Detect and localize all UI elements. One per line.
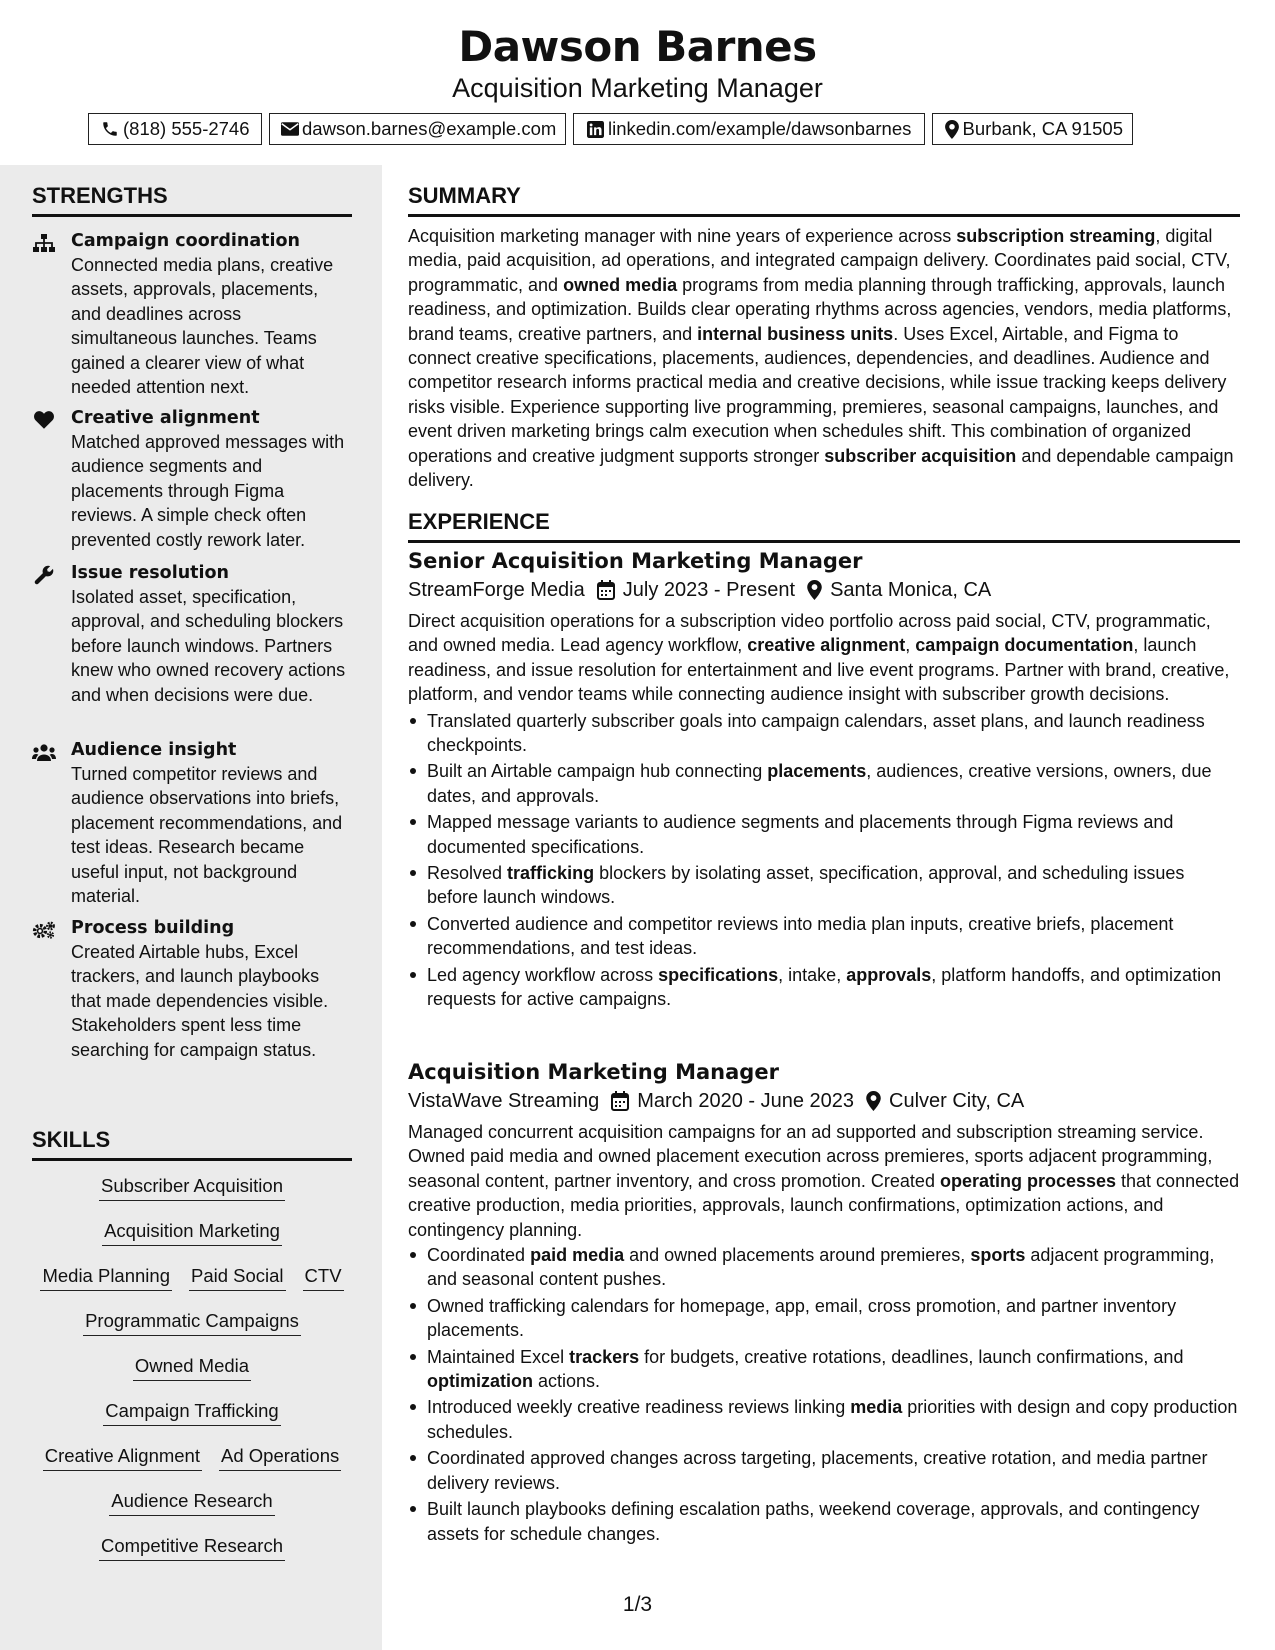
linkedin-icon	[585, 119, 605, 139]
job-title: Senior Acquisition Marketing Manager	[408, 549, 863, 573]
skills-row	[32, 1353, 352, 1381]
skill-tag: Creative Alignment	[43, 1443, 202, 1471]
strengths-section-header	[32, 183, 352, 217]
job-title: Acquisition Marketing Manager	[408, 1060, 779, 1084]
job-bullet: Built launch playbooks defining escalation paths, weekend coverage, approvals, and contingency assets for schedule changes.	[408, 1497, 1240, 1546]
strength-description: Created Airtable hubs, Excel trackers, and launch playbooks that made dependencies visible. Stakeholders spent less time searching for campaign status.	[71, 942, 329, 1060]
skills-section-header	[32, 1127, 352, 1161]
map-pin-icon	[944, 119, 960, 139]
skill-tag: Audience Research	[109, 1488, 274, 1516]
skill-tag: Subscriber Acquisition	[99, 1173, 285, 1201]
skills-row	[32, 1218, 352, 1246]
wrench-icon	[32, 565, 56, 585]
contact-bar	[88, 113, 1133, 145]
resume-header	[0, 0, 1275, 158]
strength-item	[32, 916, 352, 1062]
map-pin-icon	[866, 1091, 881, 1111]
job-bullet: Maintained Excel trackers for budgets, creative rotations, deadlines, launch confirmations, and optimization actions.	[408, 1345, 1240, 1394]
job-location: Culver City, CA	[889, 1089, 1025, 1112]
strength-item	[32, 406, 352, 552]
phone-icon	[100, 119, 120, 139]
strength-title: Campaign coordination	[71, 231, 300, 251]
skill-tag: Competitive Research	[99, 1533, 285, 1561]
strength-item	[32, 738, 352, 908]
job-meta	[408, 576, 1240, 604]
strength-description: Matched approved messages with audience segments and placements through Figma reviews. A simple check often prevented costly rework later.	[71, 432, 345, 550]
job-bullet: Converted audience and competitor reviews into media plan inputs, creative briefs, placement recommendations, and test ideas.	[408, 912, 1240, 961]
skill-tag: Media Planning	[40, 1263, 172, 1291]
job-bullets	[408, 1243, 1240, 1546]
strengths-heading: STRENGTHS	[32, 183, 168, 208]
job-bullet: Mapped message variants to audience segments and placements through Figma reviews and documented specifications.	[408, 810, 1240, 859]
skills-heading: SKILLS	[32, 1127, 111, 1152]
contact-location-text: Burbank, CA 91505	[962, 118, 1123, 139]
skills-rule	[32, 1158, 352, 1161]
contact-phone[interactable]	[88, 113, 262, 145]
skill-tag: Programmatic Campaigns	[83, 1308, 301, 1336]
heart-icon	[32, 410, 56, 430]
summary-text: Acquisition marketing manager with nine years of experience across subscription streaming, digital media, paid acquisition, ad operations, and integrated campaign delivery. Coordinates paid social, CTV, programmatic, and owned media programs from media planning through trafficking, approvals, launch readiness, and optimization. Builds clear operating rhythms across agencies, vendors, media platforms, brand teams, creative partners, and internal business units. Uses Excel, Airtable, and Figma to connect creative specifications, placements, audiences, dependencies, and deadlines. Audience and competitor research informs practical media and creative decisions, while issue tracking keeps delivery risks visible. Experience supporting live programming, premieres, seasonal campaigns, launches, and event driven marketing brings calm execution when schedules shift. This combination of organized operations and creative judgment supports stronger subscriber acquisition and dependable campaign delivery.	[408, 226, 1234, 491]
envelope-icon	[281, 119, 299, 139]
strength-title: Audience insight	[71, 740, 237, 760]
users-icon	[32, 742, 56, 762]
skills-row	[32, 1488, 352, 1516]
page-number: 1/3	[622, 1593, 653, 1616]
skills-row	[32, 1173, 352, 1201]
gears-icon	[32, 920, 56, 940]
job-bullet: Coordinated paid media and owned placements around premieres, sports adjacent programming, and seasonal content pushes.	[408, 1243, 1240, 1292]
job-bullet: Built an Airtable campaign hub connecting placements, audiences, creative versions, owners, due dates, and approvals.	[408, 759, 1240, 808]
skill-tag: Paid Social	[189, 1263, 286, 1291]
strength-title: Issue resolution	[71, 563, 230, 583]
experience-section	[408, 509, 1240, 543]
job-intro: Direct acquisition operations for a subscription video portfolio across paid social, CTV, programmatic, and owned media. Lead agency workflow, creative alignment, campaign documentation, launch readiness, and issue resolution for entertainment and live event programs. Partner with brand, creative, platform, and vendor teams while connecting audience insight with subscriber growth decisions.	[408, 611, 1230, 705]
strength-item	[32, 229, 352, 399]
calendar-icon	[597, 580, 615, 600]
candidate-role: Acquisition Marketing Manager	[452, 73, 823, 103]
job-bullets	[408, 709, 1240, 1012]
job-bullet: Introduced weekly creative readiness reviews linking media priorities with design and copy production schedules.	[408, 1395, 1240, 1444]
job-dates: March 2020 - June 2023	[637, 1089, 855, 1112]
contact-email-text: dawson.barnes@example.com	[302, 118, 557, 139]
skills-row	[32, 1533, 352, 1561]
experience-heading: EXPERIENCE	[408, 509, 550, 534]
strength-description: Isolated asset, specification, approval, and scheduling blockers before launch windows. Partners knew who owned recovery actions and when decisions were due.	[71, 587, 346, 705]
contact-linkedin[interactable]	[573, 113, 925, 145]
job-intro: Managed concurrent acquisition campaigns for an ad supported and subscription streaming service. Owned paid media and owned placement execution across premieres, sports adjacent programming, seasonal content, partner inventory, and cross promotion. Created operating processes that connected creative production, media priorities, approvals, launch confirmations, optimization actions, and contingency planning.	[408, 1122, 1240, 1240]
job-meta	[408, 1087, 1240, 1115]
job-bullet: Resolved trafficking blockers by isolating asset, specification, approval, and scheduling issues before launch windows.	[408, 861, 1240, 910]
contact-linkedin-text: linkedin.com/example/dawsonbarnes	[608, 118, 912, 139]
sitemap-icon	[32, 233, 56, 253]
strength-description: Connected media plans, creative assets, approvals, placements, and deadlines across simultaneous launches. Teams gained a clearer view of what needed attention next.	[71, 255, 334, 398]
job-company: VistaWave Streaming	[408, 1089, 600, 1112]
skill-tag: CTV	[303, 1263, 344, 1291]
strength-title: Creative alignment	[71, 408, 260, 428]
job-dates: July 2023 - Present	[622, 578, 796, 601]
summary-rule	[408, 214, 1240, 217]
strength-title: Process building	[71, 918, 235, 938]
strength-item	[32, 561, 352, 707]
skills-row	[32, 1443, 352, 1471]
strength-description: Turned competitor reviews and audience observations into briefs, placement recommendations, and test ideas. Research became useful input, not background material.	[71, 764, 343, 907]
summary-heading: SUMMARY	[408, 183, 521, 208]
job-company: StreamForge Media	[408, 578, 585, 601]
skill-tag: Campaign Trafficking	[103, 1398, 280, 1426]
summary-section	[408, 183, 1240, 492]
skill-tag: Owned Media	[133, 1353, 251, 1381]
job-bullet: Coordinated approved changes across targeting, placements, creative rotation, and media partner delivery reviews.	[408, 1446, 1240, 1495]
job-bullet: Translated quarterly subscriber goals into campaign calendars, asset plans, and launch readiness checkpoints.	[408, 709, 1240, 758]
job-bullet: Led agency workflow across specifications, intake, approvals, platform handoffs, and optimization requests for active campaigns.	[408, 963, 1240, 1012]
job-bullet: Owned trafficking calendars for homepage, app, email, cross promotion, and partner inventory placements.	[408, 1294, 1240, 1343]
candidate-name: Dawson Barnes	[458, 22, 817, 71]
map-pin-icon	[807, 580, 822, 600]
skill-tag: Ad Operations	[219, 1443, 341, 1471]
job-location: Santa Monica, CA	[830, 578, 992, 601]
strengths-rule	[32, 214, 352, 217]
calendar-icon	[611, 1091, 629, 1111]
experience-rule	[408, 540, 1240, 543]
job-entry	[408, 549, 1240, 1014]
contact-phone-text: (818) 555-2746	[123, 118, 250, 139]
skills-row	[32, 1263, 352, 1291]
skill-tag: Acquisition Marketing	[102, 1218, 282, 1246]
contact-email[interactable]	[269, 113, 566, 145]
skills-row	[32, 1308, 352, 1336]
contact-location[interactable]	[932, 113, 1133, 145]
job-entry	[408, 1060, 1240, 1548]
skills-row	[32, 1398, 352, 1426]
